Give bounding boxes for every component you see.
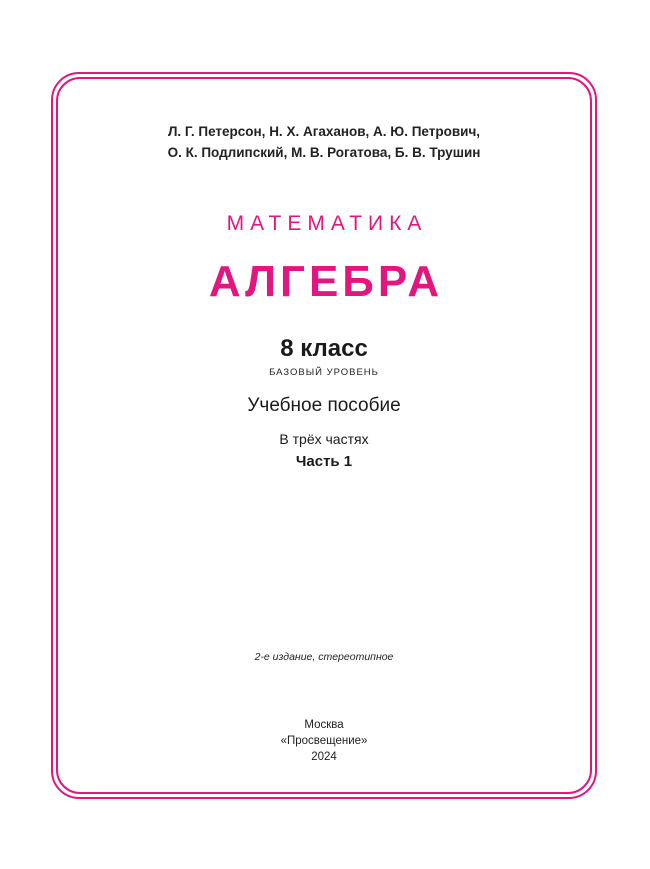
authors-line-2: О. К. Подлипский, М. В. Рогатова, Б. В. Трушин bbox=[167, 145, 481, 160]
imprint-city: Москва bbox=[304, 719, 344, 731]
authors-line-1: Л. Г. Петерсон, Н. Х. Агаханов, А. Ю. Петрович, bbox=[167, 124, 481, 139]
subject-heading: МАТЕМАТИКА bbox=[226, 212, 428, 235]
imprint-publisher: «Просвещение» bbox=[280, 735, 368, 747]
parts-note: В трёх частях bbox=[279, 431, 369, 447]
authors bbox=[56, 121, 592, 163]
edition-note: 2-е издание, стереотипное bbox=[254, 651, 394, 663]
level-label: БАЗОВЫЙ УРОВЕНЬ bbox=[269, 367, 379, 378]
book-type: Учебное пособие bbox=[247, 395, 401, 416]
imprint-year: 2024 bbox=[311, 751, 337, 763]
part-label: Часть 1 bbox=[295, 453, 353, 470]
imprint bbox=[56, 717, 592, 765]
book-title: АЛГЕБРА bbox=[208, 257, 444, 306]
title-page bbox=[56, 77, 592, 794]
grade-label: 8 класс bbox=[280, 335, 368, 362]
